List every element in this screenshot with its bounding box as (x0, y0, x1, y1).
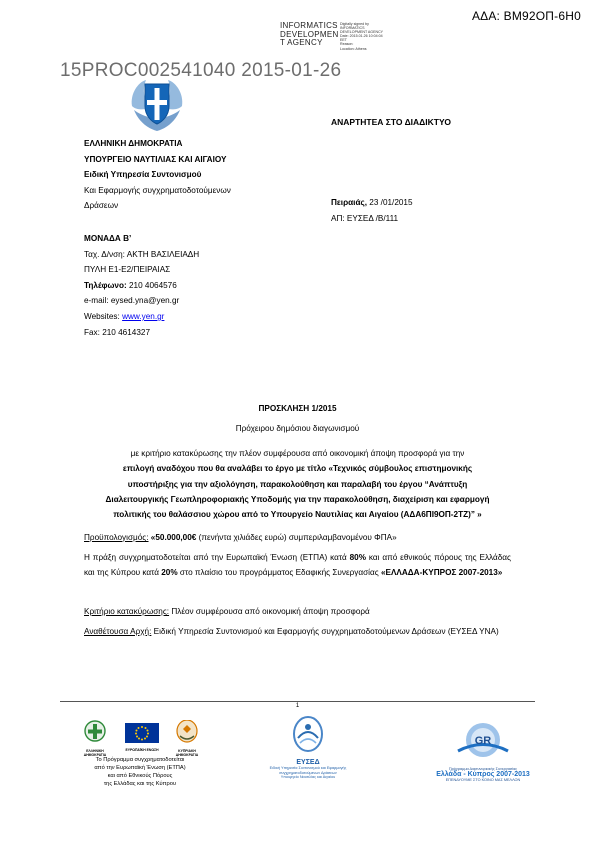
funding-percent-national: 20% (161, 568, 178, 578)
protocol-number: 15PROC002541040 2015-01-26 (60, 60, 342, 81)
eysed-line: συγχρηματοδοτούμενων Δράσεων (279, 770, 337, 775)
address-gate: ΠΥΛΗ Ε1-Ε2/ΠΕΙΡΑΙΑΣ (84, 265, 171, 275)
signature-detail-line: DEVELOPMENT AGENCY (340, 30, 384, 35)
ada-code: ΑΔΑ: ΒΜ92ΟΠ-6Η0 (471, 9, 581, 23)
signature-detail-line: Digitally signed by (340, 22, 369, 26)
ministry-name: ΥΠΟΥΡΓΕΙΟ ΝΑΥΤΙΛΙΑΣ ΚΑΙ ΑΙΓΑΙΟΥ (84, 154, 227, 164)
funding-text: στο πλαίσιο του προγράμματος Εδαφικής Συνεργασίας (177, 568, 381, 578)
eu-logo (125, 723, 159, 752)
website-line (84, 309, 304, 325)
budget-paragraph (84, 530, 511, 545)
greece-cyprus-programme-logo (428, 718, 538, 792)
sender-block (84, 136, 304, 214)
date-block (331, 195, 413, 226)
caption-line: από την Ευρωπαϊκή Ένωση (ΕΤΠΑ) (94, 765, 186, 771)
eysed-subtitle (258, 766, 358, 780)
date-place: Πειραιάς, (331, 198, 368, 207)
unit-name: ΜΟΝΑΔΑ Β’ (84, 234, 132, 243)
caption-line: Το Πρόγραμμα συγχρηματοδοτείται (95, 757, 185, 763)
programme-emblem-icon (428, 718, 538, 762)
criterion-value: Πλέον συμφέρουσα από οικονομική άποψη προσφορά (169, 607, 370, 616)
page-number: 1 (295, 703, 300, 709)
signature-detail-line: INFORMATICS (340, 26, 365, 31)
description-line: πολιτικής του θαλάσσιου χώρου από το Υπουργείο Ναυτιλίας και Αιγαίου (ΑΔΑ6ΠΙ9ΟΠ-2ΤΖ)” » (113, 510, 482, 520)
programme-title: Ελλάδα - Κύπρος 2007-2013 (436, 771, 530, 778)
signature-detail-line: Reason: (340, 42, 354, 47)
eu-flag-icon (125, 723, 159, 743)
eysed-title: ΕΥΣΕΔ (296, 759, 320, 766)
email-line: e-mail: eysed.yna@yen.gr (84, 296, 180, 306)
signature-detail-line: Date: 2015.01.26 10:04:04 (340, 34, 383, 39)
date-line (331, 195, 413, 211)
service-name-line2: Και Εφαρμογής συγχρηματοδοτούμενων (84, 185, 231, 195)
description-line: υποστήριξης για την αξιολόγηση, παρακολούθηση και παραλαβή του έργου “Ανάπτυξη (127, 479, 468, 489)
footer-divider (60, 701, 535, 702)
caption-line: της Ελλάδας και της Κύπρου (103, 781, 177, 787)
budget-label: Προϋπολογισμός: (84, 533, 149, 542)
digital-signature-name (280, 22, 339, 48)
criterion-paragraph (84, 604, 511, 619)
greek-emblem-small-icon (78, 720, 112, 744)
programme-line: Πρόγραμμα Διασυνοριακής Συνεργασίας (448, 767, 518, 771)
website-link[interactable]: www.yen.gr (122, 311, 165, 321)
invitation-subtitle: Πρόχειρου δημόσιου διαγωνισμού (235, 424, 360, 433)
reference-number: ΑΠ: ΕΥΣΕΔ /Β/111 (331, 213, 399, 223)
eysed-line: Ειδική Υπηρεσία Συντονισμού και Εφαρμογής (269, 766, 347, 770)
description-line: επιλογή αναδόχου που θα αναλάβει το έργο με τίτλο «Τεχνικός σύμβουλος επιστημονικής (122, 464, 473, 474)
signature-line: T AGENCY (280, 38, 323, 47)
cyprus-label: ΚΥΠΡΙΑΚΗ ΔΗΜΟΚΡΑΤΙΑ (175, 749, 199, 757)
website-label: Websites: (84, 311, 123, 321)
signature-line: INFORMATICS (280, 21, 338, 30)
eysed-logo (258, 716, 358, 782)
invitation-title: ΠΡΟΣΚΛΗΣΗ 1/2015 (258, 404, 337, 413)
service-name: Ειδική Υπηρεσία Συντονισμού (84, 170, 202, 180)
description-line: με κριτήριο κατακύρωσης την πλέον συμφέρουσα από οικονομική άποψη προσφορά για την (130, 449, 465, 458)
invitation-description (84, 446, 511, 522)
service-name-line3: Δράσεων (84, 201, 119, 211)
funding-caption (70, 756, 210, 788)
funding-logos (70, 720, 280, 810)
caption-line: και από Εθνικούς Πόρους (107, 773, 173, 779)
country-name: ΕΛΛΗΝΙΚΗ ΔΗΜΟΚΡΑΤΙΑ (84, 139, 183, 148)
digital-signature-details (340, 22, 383, 51)
authority-paragraph (84, 624, 511, 639)
postal-address: Ταχ. Δ/νση: ΑΚΤΗ ΒΑΣΙΛΕΙΑΔΗ (84, 249, 200, 259)
cyprus-logo (170, 720, 204, 757)
signature-line: DEVELOPMEN (280, 29, 339, 39)
funding-text: Η πράξη συγχρηματοδοτείται από την Ευρωπαϊκή Ένωση (ΕΤΠΑ) κατά (84, 553, 350, 562)
funding-percent-eu: 80% (349, 553, 367, 562)
eysed-line: Υπουργείο Ναυτιλίας και Αιγαίου (280, 775, 336, 780)
criterion-label: Κριτήριο κατακύρωσης: (84, 607, 170, 616)
phone-line (84, 278, 304, 294)
publish-online-note: ΑΝΑΡΤΗΤΕΑ ΣΤΟ ΔΙΑΔΙΚΤΥΟ (331, 117, 451, 127)
flag-row (70, 720, 280, 757)
authority-label: Αναθέτουσα Αρχή: (84, 627, 152, 636)
phone-label: Τηλέφωνο: (84, 280, 127, 290)
phone-number: 210 4064576 (126, 280, 177, 290)
budget-details: (πενήντα χιλιάδες ευρώ) συμπεριλαμβανομένου ΦΠΑ» (196, 533, 397, 542)
budget-amount: «50.000,00€ (150, 533, 197, 542)
programme-name: «ΕΛΛΑΔΑ-ΚΥΠΡΟΣ 2007-2013» (380, 568, 503, 578)
authority-value: Ειδική Υπηρεσία Συντονισμού και Εφαρμογής συγχρηματοδοτούμενων Δράσεων (ΕΥΣΕΔ ΥΝΑ) (151, 627, 499, 636)
funding-text: και από εθνικούς πόρους της Ελλάδας και της Κύπρου κατά (84, 553, 511, 578)
greek-republic-logo (78, 720, 112, 757)
funding-paragraph (84, 550, 511, 581)
greek-republic-label: ΕΛΛΗΝΙΚΗ ΔΗΜΟΚΡΑΤΙΑ (83, 749, 107, 757)
signature-detail-line: EET (340, 38, 347, 43)
eysed-emblem-icon (258, 716, 358, 756)
description-line: Διαλειτουργικής Γεωπληροφοριακής Υποδομής για την παρακολούθηση, διαχείριση και εφαρμογή (105, 494, 490, 504)
greek-emblem-icon (124, 76, 190, 134)
date-value: 23 /01/2015 (367, 198, 413, 207)
eu-label: ΕΥΡΩΠΑΪΚΗ ΕΝΩΣΗ (125, 748, 159, 752)
signature-detail-line: Location: Athens (340, 46, 367, 51)
cyprus-emblem-icon (170, 720, 204, 744)
programme-slogan: ΕΠΕΝΔΥΟΥΜΕ ΣΤΟ ΚΟΙΝΟ ΜΑΣ ΜΕΛΛΟΝ (445, 778, 521, 782)
contact-block (84, 231, 304, 340)
fax-line: Fax: 210 4614327 (84, 327, 151, 337)
svg-text:GR: GR (474, 735, 492, 747)
